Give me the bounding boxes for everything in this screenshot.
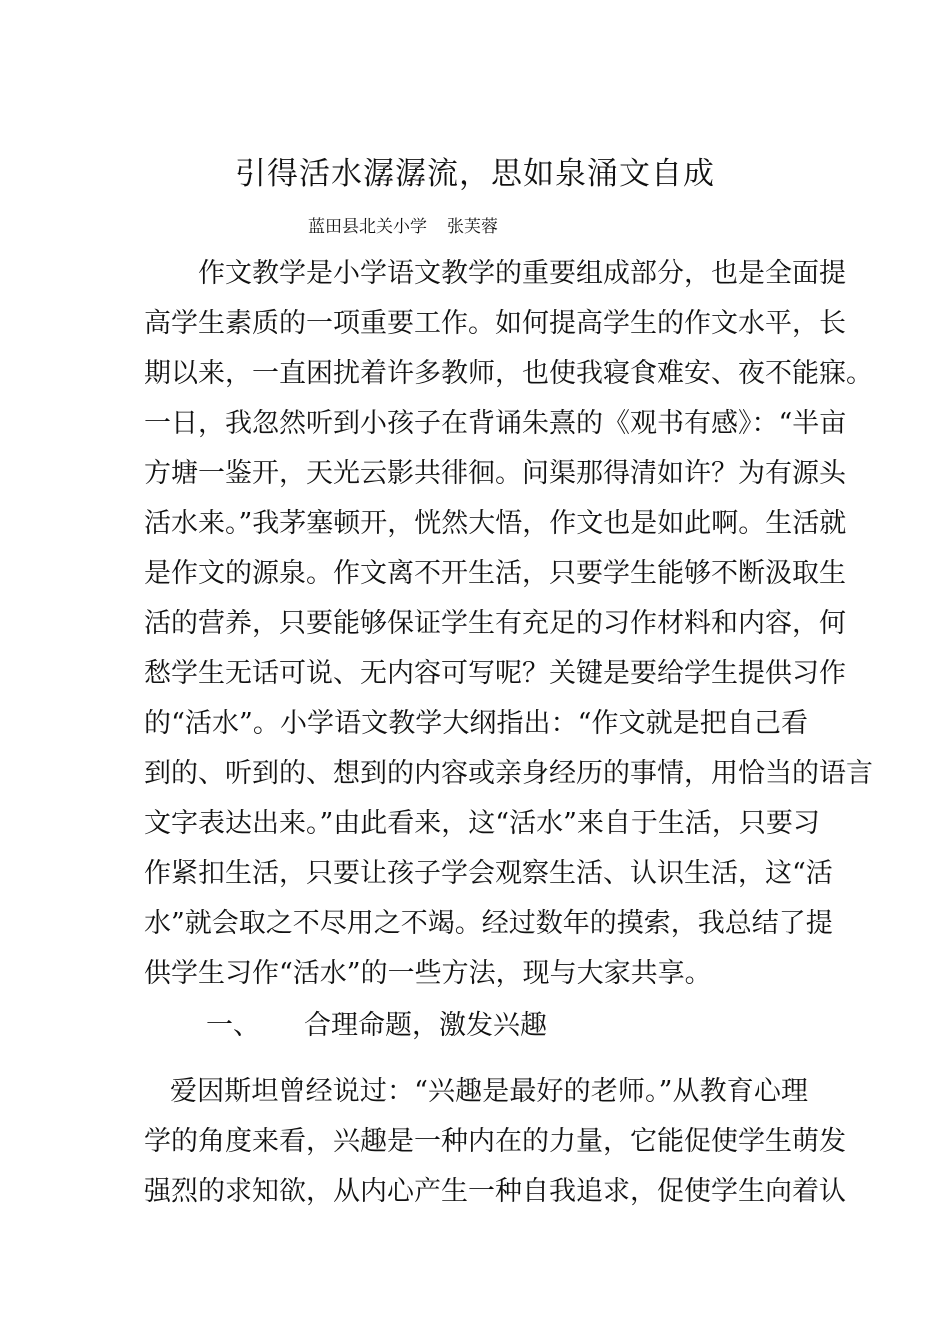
paragraph-line: 高学生素质的一项重要工作。如何提高学生的作文水平，长: [144, 308, 846, 339]
paragraph-line: 作文教学是小学语文教学的重要组成部分，也是全面提: [198, 258, 846, 289]
paragraph-line: 爱因斯坦曾经说过：“兴趣是最好的老师。”从教育心理: [170, 1076, 808, 1107]
section-heading-text: 合理命题，激发兴趣: [304, 1010, 547, 1041]
paragraph-line: 期以来，一直困扰着许多教师，也使我寝食难安、夜不能寐。: [144, 358, 873, 389]
byline-author: 张芙蓉: [447, 217, 498, 237]
byline-school: 蓝田县北关小学: [308, 217, 427, 237]
byline: [308, 214, 498, 240]
section-heading: [206, 1006, 547, 1046]
paragraph-line: 文字表达出来。”由此看来，这“活水”来自于生活，只要习: [144, 808, 820, 839]
paragraph-line: 到的、听到的、想到的内容或亲身经历的事情，用恰当的语言: [144, 758, 873, 789]
paragraph-line: 水”就会取之不尽用之不竭。经过数年的摸索，我总结了提: [144, 908, 833, 939]
document-title: 引得活水潺潺流，思如泉涌文自成: [235, 156, 715, 192]
paragraph-line: 作紧扣生活，只要让孩子学会观察生活、认识生活，这“活: [144, 858, 833, 889]
paragraph-line: 方塘一鉴开，天光云影共徘徊。问渠那得清如许？为有源头: [144, 458, 846, 489]
paragraph-line: 愁学生无话可说、无内容可写呢？关键是要给学生提供习作: [144, 658, 846, 689]
paragraph-line: 供学生习作“活水”的一些方法，现与大家共享。: [144, 958, 712, 989]
paragraph-line: 一日，我忽然听到小孩子在背诵朱熹的《观书有感》：“半亩: [144, 408, 847, 439]
section-number: 一、: [206, 1010, 260, 1041]
paragraph-line: 的“活水”。小学语文教学大纲指出：“作文就是把自己看: [144, 708, 808, 739]
paragraph-line: 活的营养，只要能够保证学生有充足的习作材料和内容，何: [144, 608, 846, 639]
paragraph-line: 是作文的源泉。作文离不开生活，只要学生能够不断汲取生: [144, 558, 846, 589]
paragraph-line: 强烈的求知欲，从内心产生一种自我追求，促使学生向着认: [144, 1176, 846, 1207]
paragraph-line: 活水来。”我茅塞顿开，恍然大悟，作文也是如此啊。生活就: [144, 508, 847, 539]
paragraph-line: 学的角度来看，兴趣是一种内在的力量，它能促使学生萌发: [144, 1126, 846, 1157]
